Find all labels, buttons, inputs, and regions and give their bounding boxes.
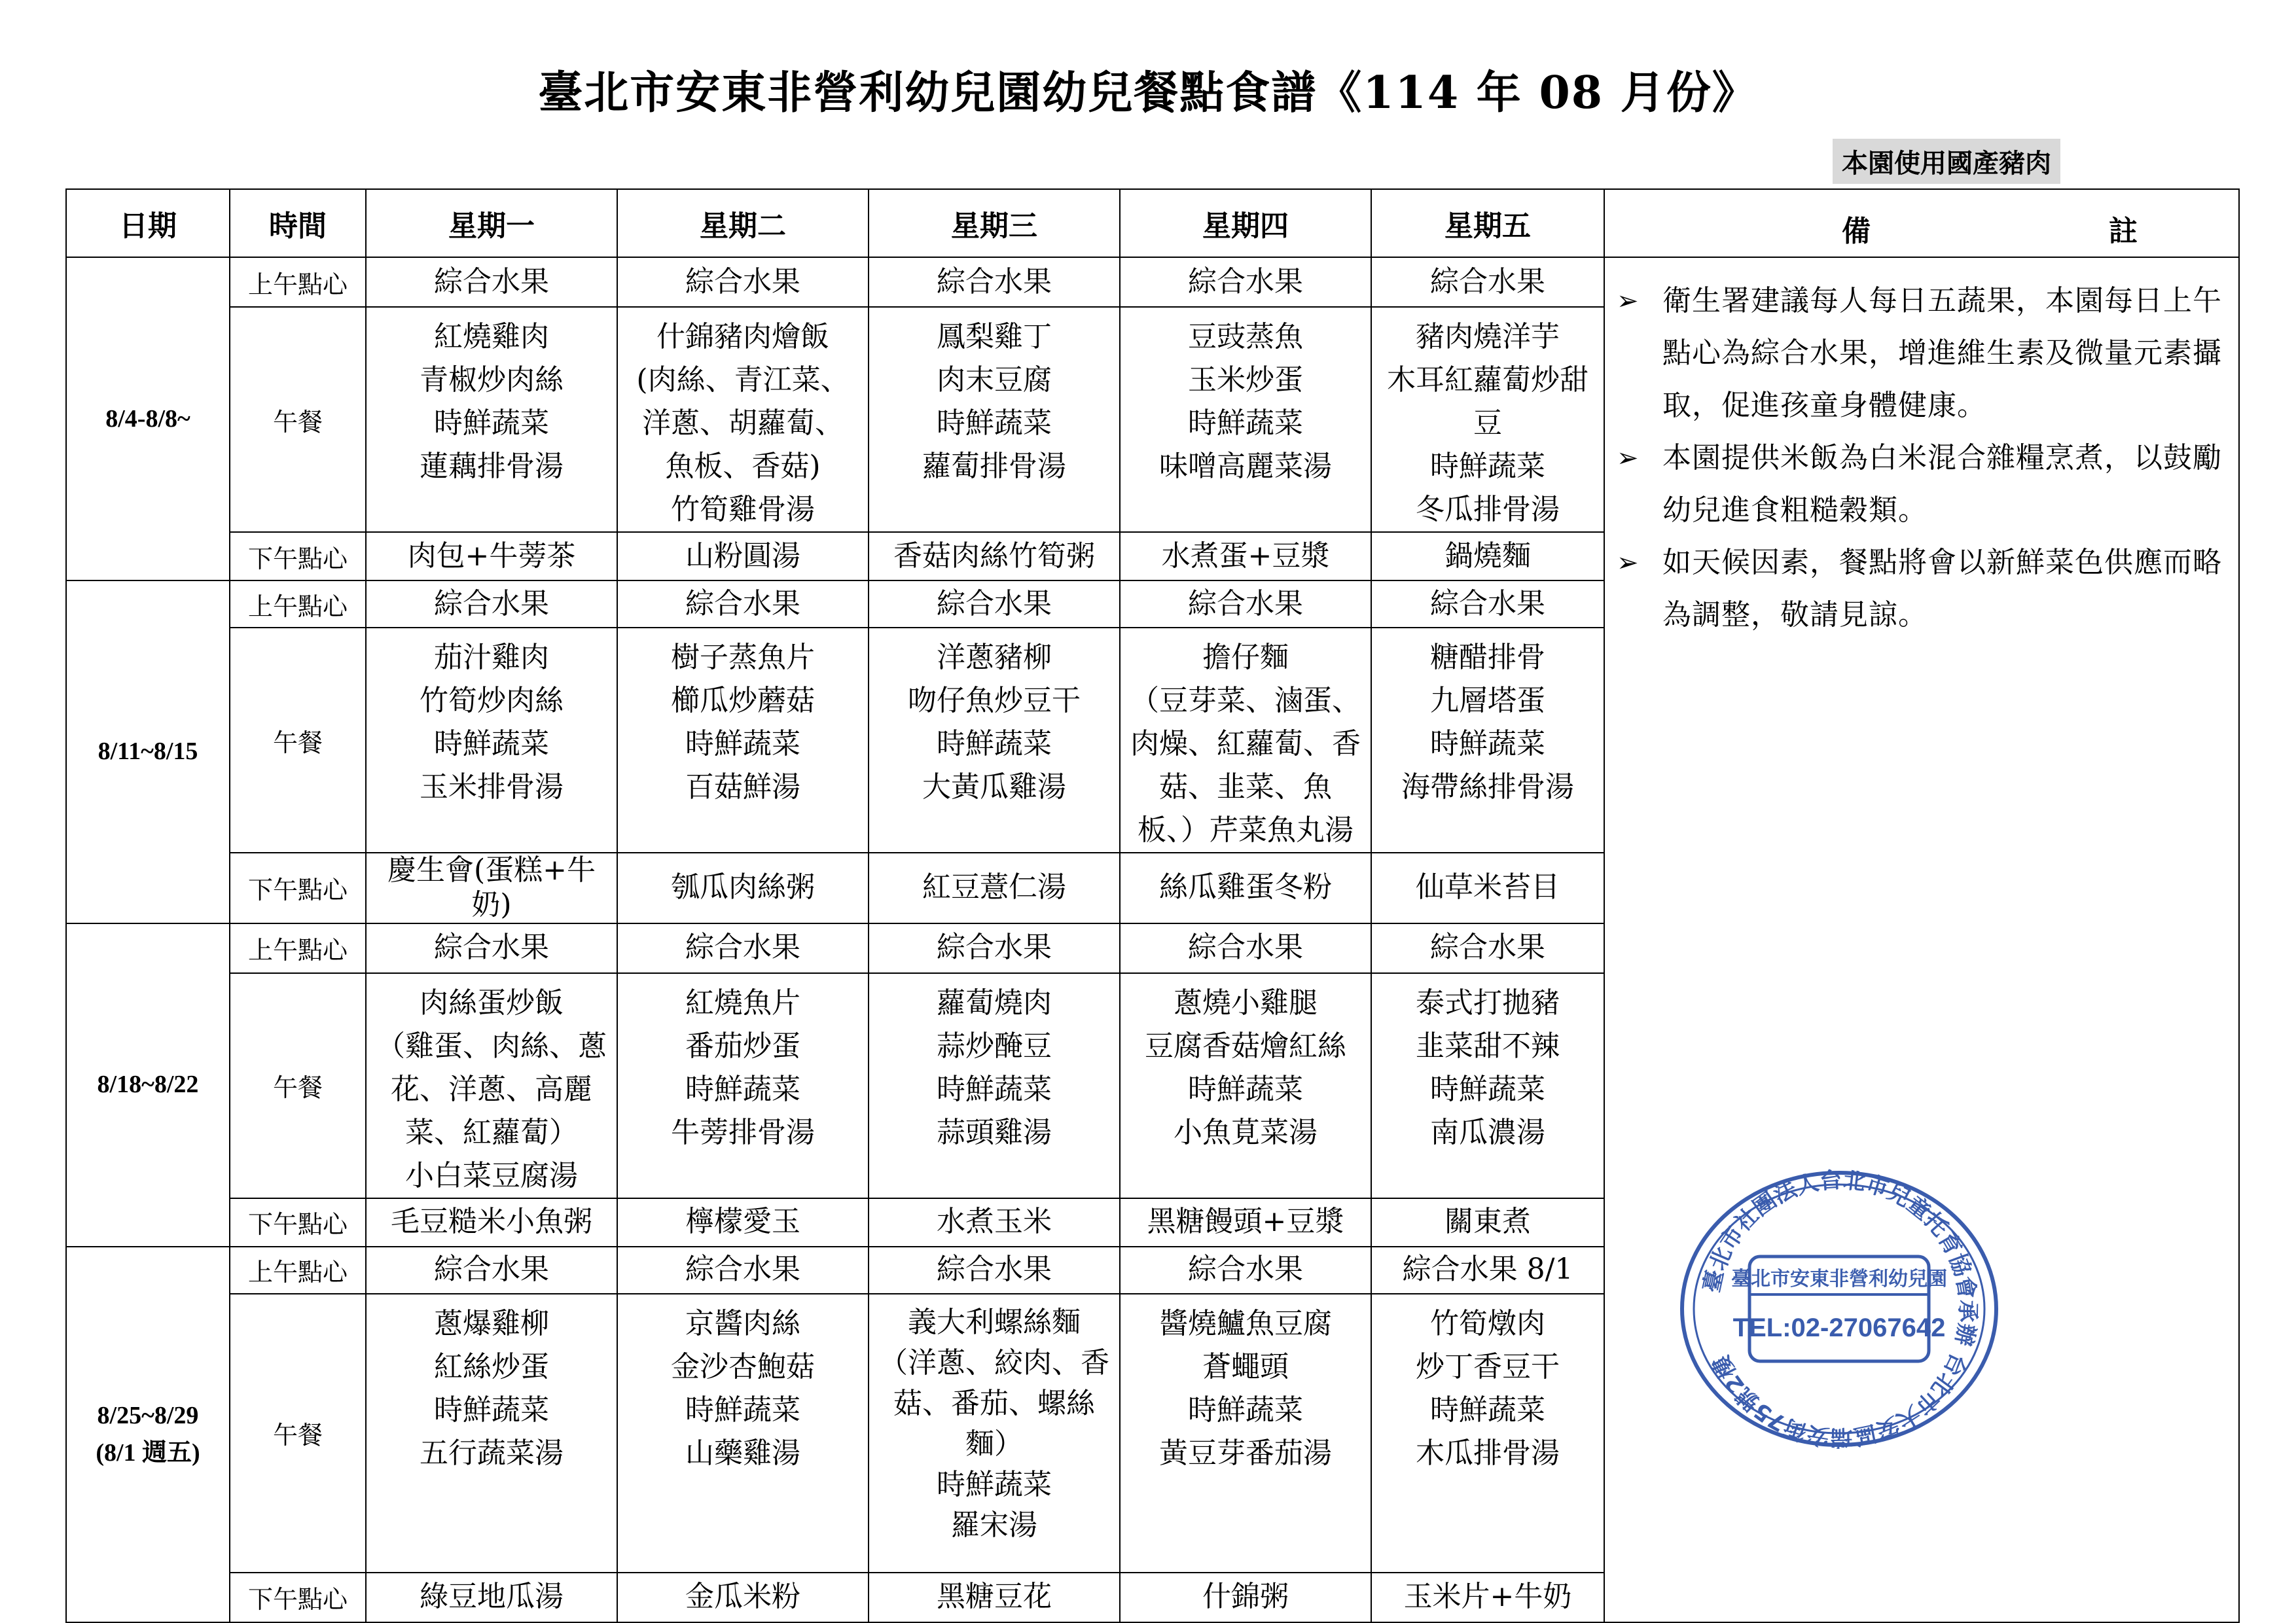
lunch-dish: 肉絲蛋炒飯 bbox=[420, 986, 564, 1020]
arrow-bullet-icon: ➢ bbox=[1617, 548, 1639, 578]
lunch-cell bbox=[869, 628, 1120, 853]
lunch-dish: 時鮮蔬菜 bbox=[937, 406, 1052, 440]
lunch-dish: 小魚莧菜湯 bbox=[1174, 1115, 1318, 1149]
remark-item bbox=[1617, 432, 2225, 537]
morning-snack-cell: 綜合水果 bbox=[869, 1247, 1120, 1294]
lunch-dish: 泰式打拋豬 bbox=[1416, 986, 1560, 1020]
morning-snack-cell: 綜合水果 bbox=[617, 257, 869, 307]
afternoon-snack-cell: 玉米片+牛奶 bbox=[1371, 1573, 1604, 1622]
time-label-afternoon: 下午點心 bbox=[230, 853, 366, 923]
lunch-cell bbox=[366, 628, 617, 853]
week-date-note: (8/1 週五) bbox=[96, 1438, 200, 1467]
time-label-morning: 上午點心 bbox=[230, 580, 366, 628]
morning-snack-cell: 綜合水果 bbox=[366, 580, 617, 628]
lunch-dish: 時鮮蔬菜 bbox=[685, 1072, 800, 1106]
afternoon-snack-cell: 肉包+牛蒡茶 bbox=[366, 532, 617, 580]
lunch-dish: 炒丁香豆干 bbox=[1416, 1349, 1560, 1383]
lunch-dish: （雞蛋、肉絲、蔥 bbox=[376, 1029, 607, 1063]
header-date: 日期 bbox=[66, 189, 230, 257]
time-label-afternoon: 下午點心 bbox=[230, 532, 366, 580]
header-row bbox=[66, 189, 2239, 257]
lunch-dish: 什錦豬肉燴飯 bbox=[656, 320, 829, 353]
morning-snack-cell: 綜合水果 bbox=[617, 923, 869, 973]
morning-snack-cell: 綜合水果 bbox=[1120, 257, 1371, 307]
lunch-dish: 醬燒鱸魚豆腐 bbox=[1159, 1306, 1332, 1340]
lunch-dish: 時鮮蔬菜 bbox=[1430, 1393, 1545, 1427]
afternoon-snack-cell: 仙草米苔目 bbox=[1371, 853, 1604, 923]
time-label-morning: 上午點心 bbox=[230, 257, 366, 307]
afternoon-snack-cell: 紅豆薏仁湯 bbox=[869, 853, 1120, 923]
lunch-dish: 時鮮蔬菜 bbox=[434, 406, 549, 440]
lunch-dish: 金沙杏鮑菇 bbox=[671, 1349, 815, 1383]
week-date bbox=[66, 923, 230, 1247]
lunch-dish: 小白菜豆腐湯 bbox=[405, 1158, 578, 1192]
lunch-cell bbox=[366, 1294, 617, 1573]
morning-snack-cell: 綜合水果 bbox=[1120, 1247, 1371, 1294]
morning-snack-cell: 綜合水果 bbox=[366, 257, 617, 307]
time-label-lunch: 午餐 bbox=[230, 628, 366, 853]
stamp-outer-text: 臺北市社團法人台北市兒童托育協會承辦 台北市大安區瑞安街75號2樓 bbox=[1698, 1167, 1981, 1451]
afternoon-snack-cell: 瓠瓜肉絲粥 bbox=[617, 853, 869, 923]
lunch-dish: 櫛瓜炒蘑菇 bbox=[671, 684, 815, 717]
school-seal-stamp bbox=[1672, 1165, 2006, 1453]
lunch-cell bbox=[1371, 307, 1604, 532]
afternoon-snack-cell: 關東煮 bbox=[1371, 1198, 1604, 1247]
lunch-dish: 牛蒡排骨湯 bbox=[671, 1115, 815, 1149]
lunch-cell bbox=[366, 307, 617, 532]
lunch-dish: 時鮮蔬菜 bbox=[685, 1393, 800, 1427]
lunch-dish: 麵） bbox=[965, 1427, 1023, 1461]
header-day: 星期一 bbox=[366, 189, 617, 257]
remark-text: 如天候因素，餐點將會以新鮮菜色供應而略為調整，敬請見諒。 bbox=[1662, 546, 2222, 632]
lunch-dish: 鳳梨雞丁 bbox=[937, 320, 1052, 353]
afternoon-snack-cell: 鍋燒麵 bbox=[1371, 532, 1604, 580]
lunch-dish: 番茄炒蛋 bbox=[685, 1029, 800, 1063]
page-title: 臺北市安東非營利幼兒園幼兒餐點食譜《114 年 08 月份》 bbox=[538, 67, 1758, 119]
lunch-dish: （洋蔥、絞肉、香 bbox=[879, 1346, 1109, 1380]
time-label-lunch: 午餐 bbox=[230, 307, 366, 532]
time-label-lunch: 午餐 bbox=[230, 973, 366, 1198]
pork-origin-note: 本園使用國產豬肉 bbox=[1833, 139, 2060, 184]
lunch-dish: 肉燥、紅蘿蔔、香 bbox=[1130, 727, 1361, 760]
lunch-dish: 擔仔麵 bbox=[1202, 641, 1289, 674]
lunch-cell bbox=[1120, 973, 1371, 1198]
lunch-dish: （豆芽菜、滷蛋、 bbox=[1130, 684, 1361, 717]
lunch-dish: 蒼蠅頭 bbox=[1202, 1349, 1289, 1383]
lunch-cell bbox=[1371, 628, 1604, 853]
lunch-dish: 玉米炒蛋 bbox=[1188, 363, 1303, 397]
lunch-dish: 菇、韭菜、魚 bbox=[1159, 770, 1332, 804]
header-remarks-b: 註 bbox=[2109, 215, 2138, 248]
lunch-dish: 蒜頭雞湯 bbox=[937, 1115, 1052, 1149]
afternoon-snack-cell: 水煮玉米 bbox=[869, 1198, 1120, 1247]
lunch-dish: 韭菜甜不辣 bbox=[1416, 1029, 1560, 1063]
lunch-dish: 時鮮蔬菜 bbox=[937, 1467, 1052, 1501]
lunch-cell bbox=[869, 1294, 1120, 1573]
lunch-dish: 蔥爆雞柳 bbox=[434, 1306, 549, 1340]
afternoon-snack-cell: 金瓜米粉 bbox=[617, 1573, 869, 1622]
lunch-dish: (肉絲、青江菜、 bbox=[636, 363, 850, 397]
lunch-dish: 時鮮蔬菜 bbox=[1430, 1072, 1545, 1106]
afternoon-snack-cell: 黑糖饅頭+豆漿 bbox=[1120, 1198, 1371, 1247]
header-remarks bbox=[1604, 189, 2239, 257]
lunch-cell bbox=[1371, 1294, 1604, 1573]
lunch-dish: 百菇鮮湯 bbox=[685, 770, 800, 804]
morning-snack-cell: 綜合水果 bbox=[1371, 923, 1604, 973]
lunch-dish: 木耳紅蘿蔔炒甜 bbox=[1387, 363, 1588, 397]
lunch-dish: 山藥雞湯 bbox=[685, 1436, 800, 1470]
afternoon-snack-cell: 毛豆糙米小魚粥 bbox=[366, 1198, 617, 1247]
header-remarks-a: 備 bbox=[1842, 215, 1871, 248]
remark-item bbox=[1617, 275, 2225, 432]
lunch-cell bbox=[1120, 1294, 1371, 1573]
lunch-dish: 豆豉蒸魚 bbox=[1188, 320, 1303, 353]
lunch-dish: 紅燒魚片 bbox=[685, 986, 800, 1020]
afternoon-snack-cell: 綠豆地瓜湯 bbox=[366, 1573, 617, 1622]
afternoon-snack-cell: 絲瓜雞蛋冬粉 bbox=[1120, 853, 1371, 923]
lunch-cell bbox=[1120, 307, 1371, 532]
lunch-dish: 洋蔥豬柳 bbox=[937, 641, 1052, 674]
morning-snack-cell: 綜合水果 8/1 bbox=[1371, 1247, 1604, 1294]
afternoon-snack-cell: 香菇肉絲竹筍粥 bbox=[869, 532, 1120, 580]
lunch-dish: 時鮮蔬菜 bbox=[434, 1393, 549, 1427]
lunch-dish: 時鮮蔬菜 bbox=[1188, 1393, 1303, 1427]
lunch-dish: 時鮮蔬菜 bbox=[1188, 1072, 1303, 1106]
header-day: 星期三 bbox=[869, 189, 1120, 257]
week-date-range: 8/25~8/29 bbox=[97, 1401, 199, 1429]
lunch-cell bbox=[617, 973, 869, 1198]
lunch-dish: 吻仔魚炒豆干 bbox=[908, 684, 1081, 717]
lunch-dish: 黃豆芽番茄湯 bbox=[1159, 1436, 1332, 1470]
lunch-cell bbox=[617, 628, 869, 853]
lunch-dish: 五行蔬菜湯 bbox=[420, 1436, 564, 1470]
afternoon-snack-cell: 什錦粥 bbox=[1120, 1573, 1371, 1622]
time-label-afternoon: 下午點心 bbox=[230, 1198, 366, 1247]
lunch-dish: 時鮮蔬菜 bbox=[937, 1072, 1052, 1106]
lunch-cell bbox=[617, 307, 869, 532]
lunch-dish: 蓮藕排骨湯 bbox=[420, 450, 564, 483]
lunch-dish: 茄汁雞肉 bbox=[434, 641, 549, 674]
lunch-dish: 時鮮蔬菜 bbox=[1430, 450, 1545, 483]
week-date-range: 8/11~8/15 bbox=[98, 738, 198, 766]
lunch-dish: 九層塔蛋 bbox=[1430, 684, 1545, 717]
time-label-lunch: 午餐 bbox=[230, 1294, 366, 1573]
lunch-dish: 冬瓜排骨湯 bbox=[1416, 493, 1560, 526]
lunch-dish: 時鮮蔬菜 bbox=[1430, 727, 1545, 760]
header-day: 星期二 bbox=[617, 189, 869, 257]
lunch-dish: 蘿蔔燒肉 bbox=[937, 986, 1052, 1020]
lunch-dish: 竹筍雞骨湯 bbox=[671, 493, 815, 526]
lunch-dish: 竹筍炒肉絲 bbox=[420, 684, 564, 717]
lunch-dish: 紅絲炒蛋 bbox=[434, 1349, 549, 1383]
morning-snack-cell: 綜合水果 bbox=[1120, 580, 1371, 628]
lunch-dish: 蔥燒小雞腿 bbox=[1174, 986, 1318, 1020]
time-label-afternoon: 下午點心 bbox=[230, 1573, 366, 1622]
morning-snack-cell: 綜合水果 bbox=[1371, 257, 1604, 307]
header-day: 星期四 bbox=[1120, 189, 1371, 257]
remark-text: 本園提供米飯為白米混合雜糧烹煮，以鼓勵幼兒進食粗糙穀類。 bbox=[1662, 441, 2222, 527]
morning-snack-cell: 綜合水果 bbox=[1120, 923, 1371, 973]
lunch-dish: 紅燒雞肉 bbox=[434, 320, 549, 353]
arrow-bullet-icon: ➢ bbox=[1617, 286, 1639, 316]
lunch-cell bbox=[1371, 973, 1604, 1198]
time-label-morning: 上午點心 bbox=[230, 1247, 366, 1294]
morning-snack-cell: 綜合水果 bbox=[366, 923, 617, 973]
time-label-morning: 上午點心 bbox=[230, 923, 366, 973]
afternoon-snack-cell: 慶生會(蛋糕+牛奶) bbox=[366, 853, 617, 923]
lunch-dish: 魚板、香菇) bbox=[665, 450, 821, 483]
week-date bbox=[66, 1247, 230, 1622]
lunch-dish: 糖醋排骨 bbox=[1430, 641, 1545, 674]
lunch-cell bbox=[869, 973, 1120, 1198]
lunch-dish: 洋蔥、胡蘿蔔、 bbox=[642, 406, 844, 440]
stamp-title: 臺北市安東非營利幼兒園 bbox=[1731, 1268, 1947, 1291]
lunch-dish: 板、）芹菜魚丸湯 bbox=[1138, 813, 1354, 847]
remark-text: 衛生署建議每人每日五蔬果，本園每日上午點心為綜合水果，增進維生素及微量元素攝取，促進孩童身體健康。 bbox=[1662, 284, 2222, 422]
lunch-dish: 大黃瓜雞湯 bbox=[922, 770, 1066, 804]
lunch-dish: 時鮮蔬菜 bbox=[937, 727, 1052, 760]
stamp-phone: TEL:02-27067642 bbox=[1732, 1313, 1946, 1342]
morning-snack-cell: 綜合水果 bbox=[1371, 580, 1604, 628]
afternoon-snack-cell: 黑糖豆花 bbox=[869, 1573, 1120, 1622]
afternoon-snack-cell: 檸檬愛玉 bbox=[617, 1198, 869, 1247]
lunch-dish: 時鮮蔬菜 bbox=[1188, 406, 1303, 440]
lunch-dish: 義大利螺絲麵 bbox=[908, 1305, 1081, 1339]
lunch-dish: 肉末豆腐 bbox=[937, 363, 1052, 397]
afternoon-snack-cell: 水煮蛋+豆漿 bbox=[1120, 532, 1371, 580]
lunch-dish: 味噌高麗菜湯 bbox=[1159, 450, 1332, 483]
morning-snack-cell: 綜合水果 bbox=[869, 580, 1120, 628]
morning-snack-row bbox=[66, 257, 2239, 307]
lunch-cell bbox=[617, 1294, 869, 1573]
afternoon-snack-cell: 山粉圓湯 bbox=[617, 532, 869, 580]
header-day: 星期五 bbox=[1371, 189, 1604, 257]
lunch-dish: 菇、番茄、螺絲 bbox=[893, 1386, 1095, 1420]
lunch-dish: 木瓜排骨湯 bbox=[1416, 1436, 1560, 1470]
lunch-dish: 樹子蒸魚片 bbox=[671, 641, 815, 674]
lunch-dish: 蘿蔔排骨湯 bbox=[922, 450, 1066, 483]
lunch-dish: 時鮮蔬菜 bbox=[685, 727, 800, 760]
lunch-dish: 京醬肉絲 bbox=[685, 1306, 800, 1340]
lunch-dish: 竹筍燉肉 bbox=[1430, 1306, 1545, 1340]
lunch-dish: 花、洋蔥、高麗 bbox=[391, 1072, 592, 1106]
morning-snack-cell: 綜合水果 bbox=[869, 923, 1120, 973]
lunch-cell bbox=[366, 973, 617, 1198]
week-date bbox=[66, 257, 230, 580]
lunch-cell bbox=[1120, 628, 1371, 853]
lunch-dish: 青椒炒肉絲 bbox=[420, 363, 564, 397]
week-date-range: 8/18~8/22 bbox=[97, 1071, 199, 1099]
week-date bbox=[66, 580, 230, 923]
lunch-dish: 海帶絲排骨湯 bbox=[1401, 770, 1574, 804]
morning-snack-cell: 綜合水果 bbox=[366, 1247, 617, 1294]
lunch-dish: 蒜炒醃豆 bbox=[937, 1029, 1052, 1063]
lunch-dish: 羅宋湯 bbox=[951, 1508, 1037, 1542]
lunch-dish: 菜、紅蘿蔔） bbox=[405, 1115, 578, 1149]
week-date-range: 8/4-8/8~ bbox=[105, 404, 190, 433]
lunch-dish: 南瓜濃湯 bbox=[1430, 1115, 1545, 1149]
morning-snack-cell: 綜合水果 bbox=[617, 580, 869, 628]
arrow-bullet-icon: ➢ bbox=[1617, 443, 1639, 473]
lunch-dish: 豬肉燒洋芋 bbox=[1416, 320, 1560, 353]
lunch-dish: 豆 bbox=[1473, 406, 1502, 440]
lunch-dish: 時鮮蔬菜 bbox=[434, 727, 549, 760]
lunch-cell bbox=[869, 307, 1120, 532]
remark-item bbox=[1617, 537, 2225, 641]
morning-snack-cell: 綜合水果 bbox=[617, 1247, 869, 1294]
lunch-dish: 玉米排骨湯 bbox=[420, 770, 564, 804]
morning-snack-cell: 綜合水果 bbox=[869, 257, 1120, 307]
lunch-dish: 豆腐香菇燴紅絲 bbox=[1145, 1029, 1346, 1063]
header-time: 時間 bbox=[230, 189, 366, 257]
